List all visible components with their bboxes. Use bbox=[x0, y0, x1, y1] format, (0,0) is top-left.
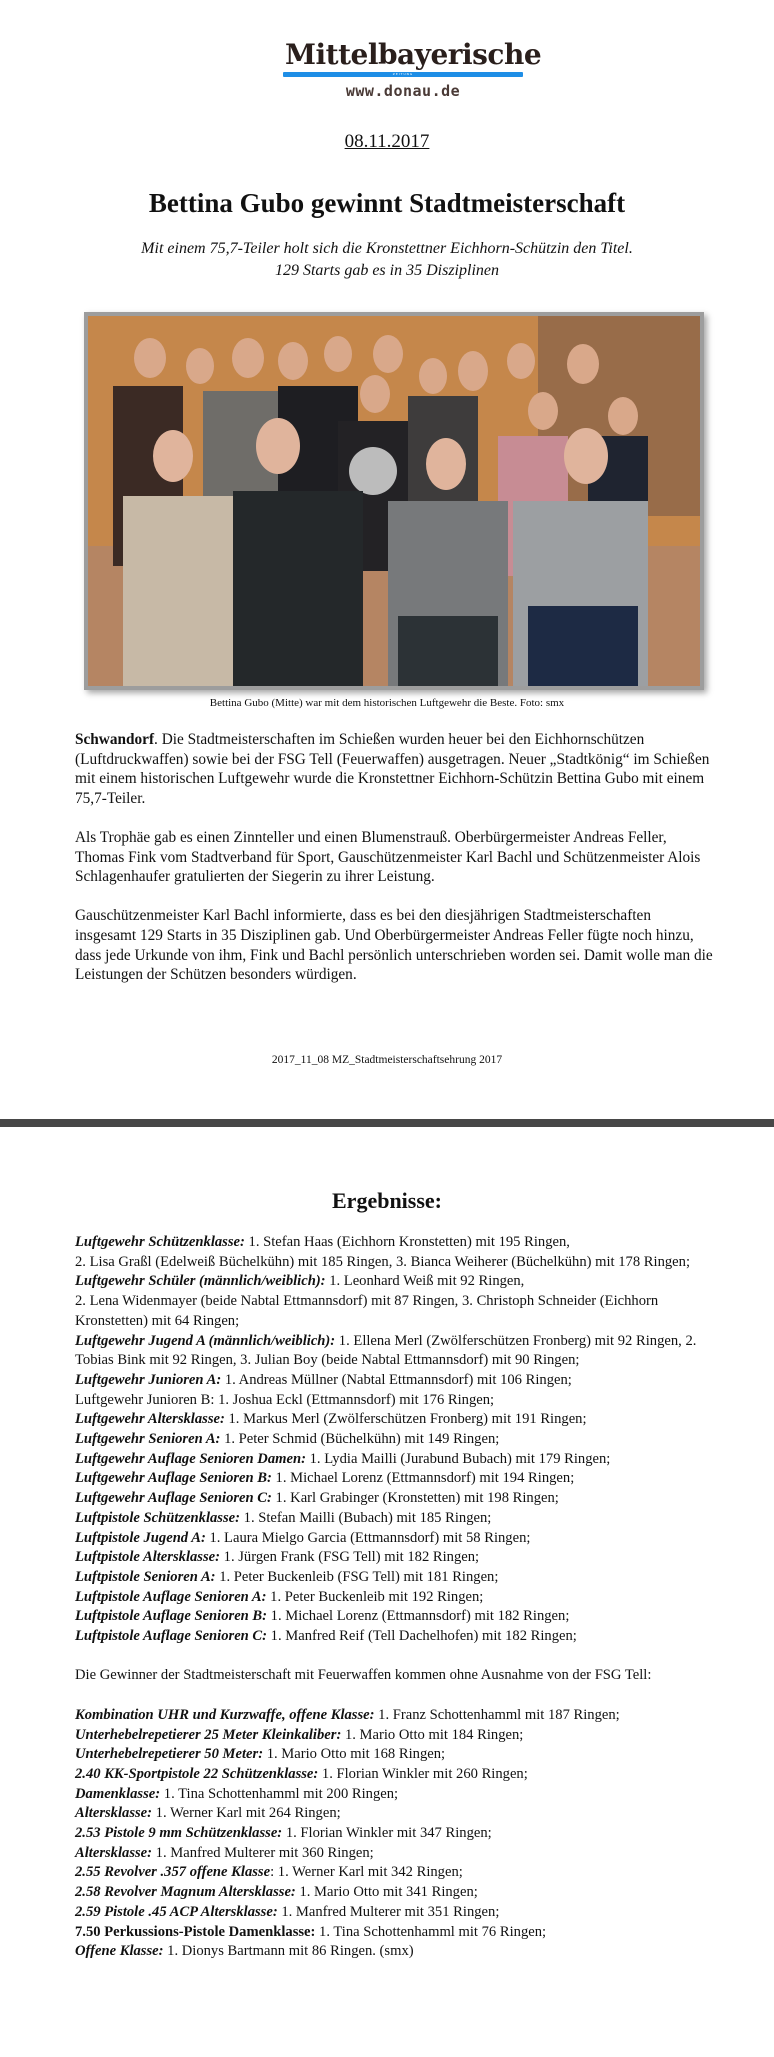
result-category: Luftpistole Senioren A: bbox=[75, 1568, 216, 1585]
paragraph-1-text: . Die Stadtmeisterschaften im Schießen wurden heuer bei den Eichhornschützen (Luftdruckwaffen) sowie bei der FSG Tell (Feuerwaffen) ausgetragen. Neuer „Stadtkönig“ im Schießen mit einem historischen Luftgewehr wurde die Kronstettner Eichhorn-Schützin Bettina Gubo mit einem 75,7-Teiler. bbox=[75, 731, 710, 807]
article-paragraph-2: Als Trophäe gab es einen Zinnteller und einen Blumenstrauß. Oberbürgermeister Andreas Feller, Thomas Fink vom Stadtverband für Sport, Gauschützenmeister Karl Bachl und Schützenmeister Alois Schlagenhaufer gratulierten der Siegerin zu ihrer Leistung. bbox=[75, 828, 701, 886]
article-paragraph-1 bbox=[75, 730, 715, 808]
results-list bbox=[75, 1233, 725, 1962]
result-winners: 1. Manfred Multerer mit 351 Ringen; bbox=[277, 1903, 500, 1920]
result-winners: 1. Peter Schmid (Büchelkühn) mit 149 Ringen; bbox=[220, 1431, 500, 1448]
result-winners: 1. Andreas Müllner (Nabtal Ettmannsdorf) mit 106 Ringen; bbox=[221, 1371, 572, 1388]
result-winners: 1. Tina Schottenhamml mit 200 Ringen; bbox=[160, 1785, 399, 1802]
result-winners: 1. Stefan Mailli (Bubach) mit 185 Ringen; bbox=[240, 1509, 492, 1526]
result-entry bbox=[75, 1863, 725, 1883]
result-winners: 1. Dionys Bartmann mit 86 Ringen. (smx) bbox=[163, 1943, 414, 1960]
result-winners: 1. Joshua Eckl (Ettmannsdorf) mit 176 Ringen; bbox=[214, 1391, 495, 1408]
spacer bbox=[75, 1686, 725, 1706]
subhead-line-1: Mit einem 75,7-Teiler holt sich die Kronstettner Eichhorn-Schützin den Titel. bbox=[141, 240, 633, 257]
result-entry bbox=[75, 1607, 725, 1627]
article-photo-frame bbox=[84, 312, 704, 690]
result-entry bbox=[75, 1450, 725, 1470]
article-paragraph-3: Gauschützenmeister Karl Bachl informierte, dass es bei den diesjährigen Stadtmeisterschaften insgesamt 129 Starts in 35 Disziplinen gab. Und Oberbürgermeister Andreas Feller fügte noch hinzu, dass jede Urkunde von ihm, Fink und Bachl persönlich unterschrieben worden sei. Damit wolle man die Leistungen der Schützen besonders würdigen. bbox=[75, 907, 713, 984]
result-winners: 1. Werner Karl mit 264 Ringen; bbox=[152, 1805, 341, 1822]
result-entry bbox=[75, 1489, 725, 1509]
result-category: Luftgewehr Schützenklasse: bbox=[75, 1234, 245, 1250]
result-category: Luftgewehr Jugend A (männlich/weiblich): bbox=[75, 1332, 336, 1349]
result-category: Unterhebelrepetierer 50 Meter: bbox=[75, 1746, 264, 1763]
result-entry bbox=[75, 1332, 725, 1371]
result-winners: 1. Mario Otto mit 341 Ringen; bbox=[295, 1884, 478, 1901]
page-divider bbox=[0, 1119, 774, 1127]
result-entry bbox=[75, 1548, 725, 1568]
result-category: 2.53 Pistole 9 mm Schützenklasse: bbox=[75, 1825, 283, 1842]
result-entry bbox=[75, 1391, 725, 1411]
result-category: 7.50 Perkussions-Pistole Damenklasse: bbox=[75, 1923, 316, 1940]
result-winners: 1. Karl Grabinger (Kronstetten) mit 198 Ringen; bbox=[271, 1490, 559, 1507]
air-weapons-results bbox=[75, 1233, 725, 1647]
results-title: Ergebnisse: bbox=[332, 1188, 442, 1213]
result-category: Offene Klasse: bbox=[75, 1943, 164, 1960]
result-entry bbox=[75, 1588, 725, 1608]
result-winners: 1. Franz Schottenhamml mit 187 Ringen; bbox=[374, 1706, 620, 1723]
result-winners: 1. Leonhard Weiß mit 92 Ringen, 2. Lena Widenmayer (beide Nabtal Ettmannsdorf) mit 87 Ringen, 3. Christoph Schneider (Eichhorn Kronstetten) mit 64 Ringen; bbox=[75, 1273, 659, 1329]
result-entry bbox=[75, 1745, 725, 1765]
result-category: Luftgewehr Senioren A: bbox=[75, 1431, 221, 1448]
result-category: 2.59 Pistole .45 ACP Altersklasse: bbox=[75, 1903, 278, 1920]
result-entry bbox=[75, 1923, 725, 1943]
result-entry bbox=[75, 1726, 725, 1746]
result-entry bbox=[75, 1883, 725, 1903]
logo-blue-bar bbox=[283, 72, 523, 77]
firearms-results bbox=[75, 1706, 725, 1962]
result-entry bbox=[75, 1233, 725, 1272]
result-category: Luftpistole Schützenklasse: bbox=[75, 1509, 241, 1526]
result-entry bbox=[75, 1785, 725, 1805]
result-category: Luftgewehr Schüler (männlich/weiblich): bbox=[75, 1273, 326, 1290]
result-winners: 1. Florian Winkler mit 260 Ringen; bbox=[318, 1765, 528, 1782]
result-category: Altersklasse: bbox=[75, 1805, 153, 1822]
dateline: Schwandorf bbox=[75, 731, 155, 748]
result-entry bbox=[75, 1942, 725, 1962]
result-winners: 1. Markus Merl (Zwölferschützen Fronberg) mit 191 Ringen; bbox=[224, 1411, 587, 1428]
result-winners: 1. Tina Schottenhamml mit 76 Ringen; bbox=[315, 1923, 547, 1940]
result-category: Kombination UHR und Kurzwaffe, offene Klasse: bbox=[75, 1706, 375, 1723]
result-winners: 1. Mario Otto mit 184 Ringen; bbox=[341, 1726, 524, 1743]
result-entry bbox=[75, 1627, 725, 1647]
result-category: Luftpistole Jugend A: bbox=[75, 1529, 206, 1546]
result-entry bbox=[75, 1844, 725, 1864]
result-category: Damenklasse: bbox=[75, 1785, 161, 1802]
result-category: Luftpistole Altersklasse: bbox=[75, 1549, 220, 1566]
result-category: Luftpistole Auflage Senioren C: bbox=[75, 1628, 268, 1645]
result-category: Luftgewehr Auflage Senioren B: bbox=[75, 1470, 272, 1487]
result-winners: 1. Michael Lorenz (Ettmannsdorf) mit 194 Ringen; bbox=[271, 1470, 575, 1487]
result-entry bbox=[75, 1568, 725, 1588]
document-footer-id: 2017_11_08 MZ_Stadtmeisterschaftsehrung 2017 bbox=[271, 1054, 503, 1066]
result-winners: : 1. Werner Karl mit 342 Ringen; bbox=[270, 1864, 463, 1881]
newspaper-name: Mittelbayerische bbox=[285, 38, 542, 71]
result-entry bbox=[75, 1509, 725, 1529]
result-entry bbox=[75, 1903, 725, 1923]
result-winners: 1. Michael Lorenz (Ettmannsdorf) mit 182 Ringen; bbox=[267, 1608, 570, 1625]
result-category: Luftpistole Auflage Senioren A: bbox=[75, 1588, 267, 1605]
result-winners: 1. Mario Otto mit 168 Ringen; bbox=[263, 1746, 446, 1763]
result-category: Unterhebelrepetierer 25 Meter Kleinkaliber: bbox=[75, 1726, 342, 1743]
result-winners: 1. Stefan Haas (Eichhorn Kronstetten) mit 195 Ringen, 2. Lisa Graßl (Edelweiß Büchelkühn) mit 185 Ringen, 3. Bianca Weiherer (Büchelkühn) mit 178 Ringen; bbox=[75, 1234, 691, 1270]
result-entry bbox=[75, 1765, 725, 1785]
result-entry bbox=[75, 1824, 725, 1844]
result-entry bbox=[75, 1430, 725, 1450]
group-photo bbox=[88, 316, 700, 686]
result-category: 2.55 Revolver .357 offene Klasse bbox=[75, 1864, 271, 1881]
article-subhead bbox=[0, 238, 774, 282]
result-entry bbox=[75, 1469, 725, 1489]
result-winners: 1. Laura Mielgo Garcia (Ettmannsdorf) mit 58 Ringen; bbox=[205, 1529, 531, 1546]
result-winners: 1. Peter Buckenleib mit 192 Ringen; bbox=[266, 1588, 484, 1605]
result-category: Luftpistole Auflage Senioren B: bbox=[75, 1608, 268, 1625]
result-winners: 1. Manfred Reif (Tell Dachelhofen) mit 182 Ringen; bbox=[267, 1628, 577, 1645]
result-winners: 1. Manfred Multerer mit 360 Ringen; bbox=[152, 1844, 374, 1861]
newspaper-url: www.donau.de bbox=[345, 82, 461, 100]
result-category: 2.58 Revolver Magnum Altersklasse: bbox=[75, 1884, 296, 1901]
result-category: Luftgewehr Auflage Senioren Damen: bbox=[75, 1450, 306, 1467]
logo-bar-text: ZEITUNG bbox=[392, 72, 414, 76]
result-entry bbox=[75, 1272, 725, 1331]
result-entry bbox=[75, 1410, 725, 1430]
result-winners: 1. Florian Winkler mit 347 Ringen; bbox=[282, 1825, 492, 1842]
result-category: Altersklasse: bbox=[75, 1844, 153, 1861]
result-winners: 1. Jürgen Frank (FSG Tell) mit 182 Ringen; bbox=[220, 1549, 480, 1566]
newspaper-logo bbox=[285, 38, 542, 108]
result-entry bbox=[75, 1371, 725, 1391]
group-photo-illustration bbox=[88, 316, 700, 686]
result-entry bbox=[75, 1529, 725, 1549]
article-body bbox=[75, 730, 715, 1004]
result-category: Luftgewehr Altersklasse: bbox=[75, 1411, 225, 1428]
result-winners: 1. Ellena Merl (Zwölferschützen Fronberg) mit 92 Ringen, 2. Tobias Bink mit 92 Ringen, 3. Julian Boy (beide Nabtal Ettmannsdorf) mit 90 Ringen; bbox=[75, 1332, 697, 1369]
result-category: 2.40 KK-Sportpistole 22 Schützenklasse: bbox=[75, 1765, 319, 1782]
result-category: Luftgewehr Junioren A: bbox=[75, 1371, 222, 1388]
result-category: Luftgewehr Auflage Senioren C: bbox=[75, 1490, 272, 1507]
result-category: Luftgewehr Junioren B: bbox=[75, 1391, 215, 1408]
result-entry bbox=[75, 1804, 725, 1824]
result-winners: 1. Peter Buckenleib (FSG Tell) mit 181 Ringen; bbox=[215, 1568, 499, 1585]
article-date: 08.11.2017 bbox=[344, 131, 430, 152]
article-headline: Bettina Gubo gewinnt Stadtmeisterschaft bbox=[148, 188, 626, 218]
firearms-intro: Die Gewinner der Stadtmeisterschaft mit Feuerwaffen kommen ohne Ausnahme von der FSG Tell: bbox=[75, 1667, 652, 1684]
subhead-line-2: 129 Starts gab es in 35 Disziplinen bbox=[274, 262, 499, 279]
result-entry bbox=[75, 1706, 725, 1726]
photo-caption: Bettina Gubo (Mitte) war mit dem historischen Luftgewehr die Beste. Foto: smx bbox=[209, 697, 565, 709]
spacer bbox=[75, 1647, 725, 1667]
result-winners: 1. Lydia Mailli (Jurabund Bubach) mit 179 Ringen; bbox=[305, 1450, 611, 1467]
